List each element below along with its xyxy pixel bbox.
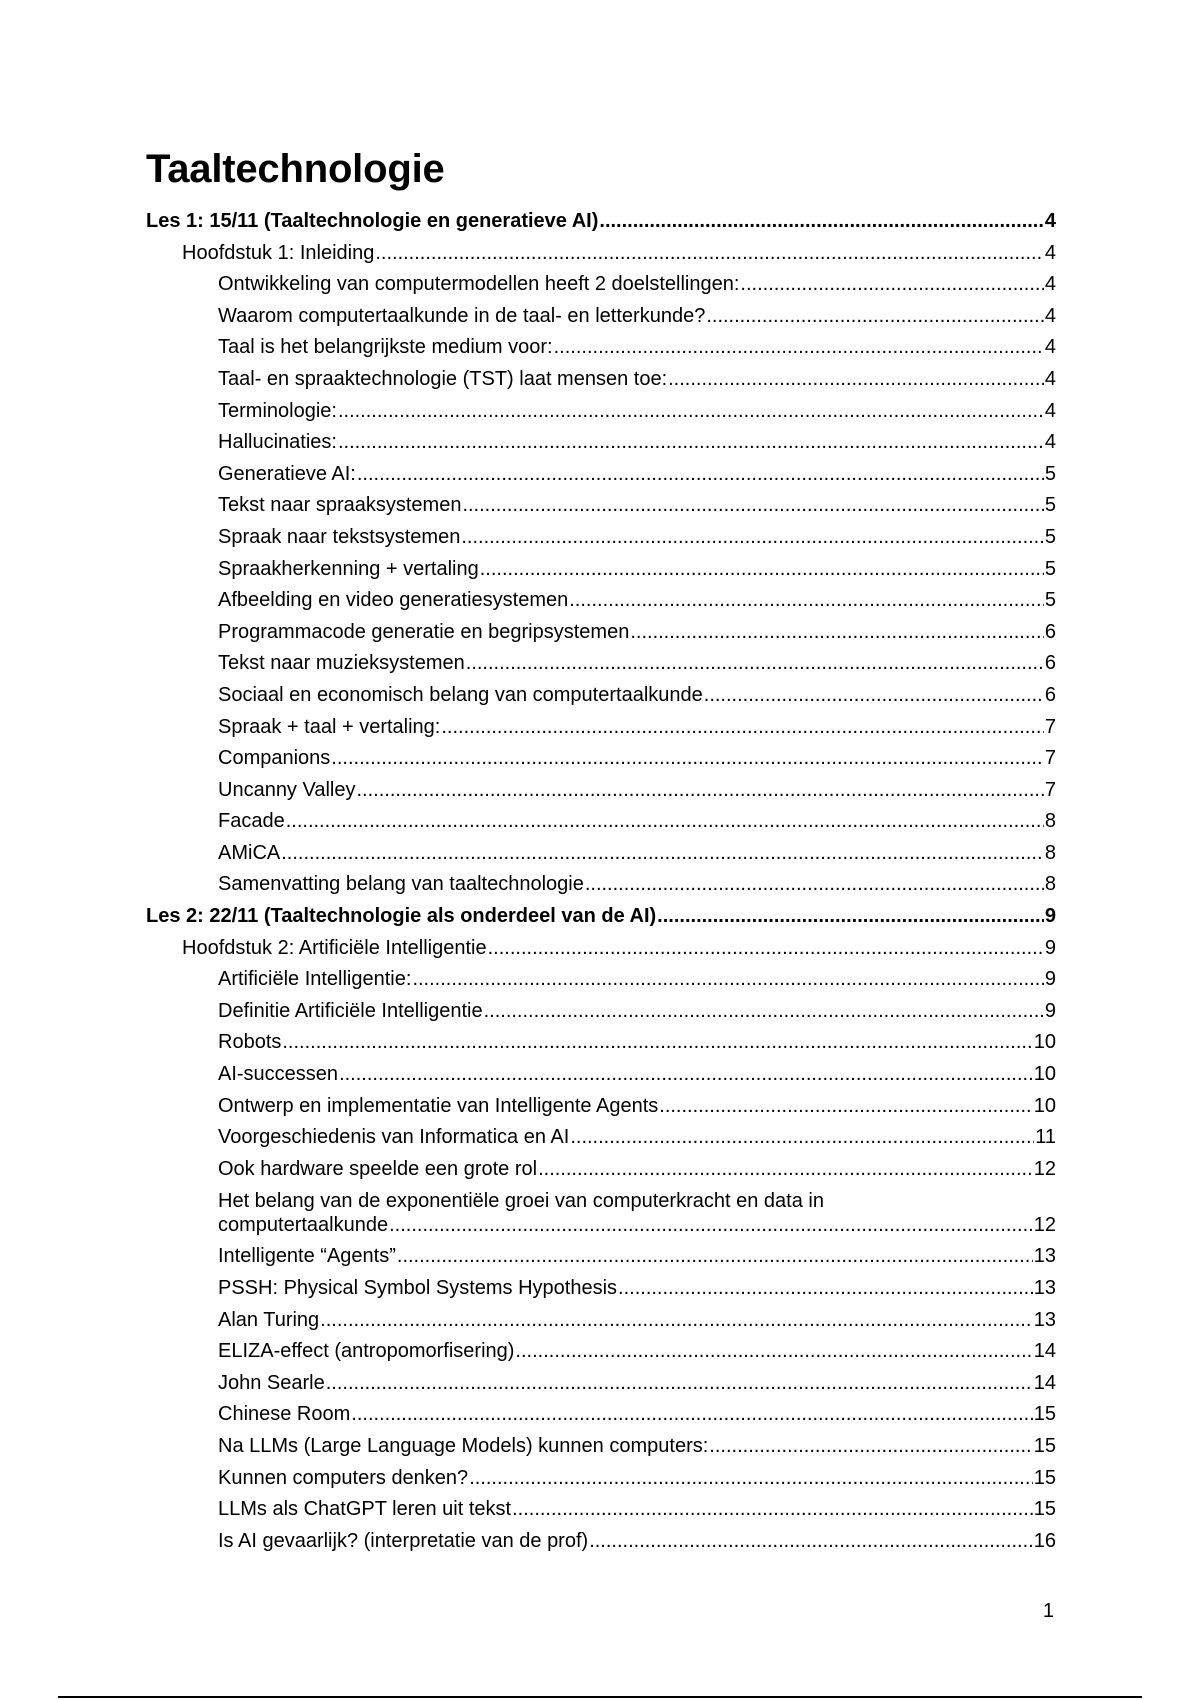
toc-entry[interactable]	[146, 554, 1056, 586]
table-of-contents	[146, 206, 1056, 1557]
toc-entry-page: 4	[1044, 336, 1056, 359]
toc-entry[interactable]	[146, 1463, 1056, 1495]
toc-entry-title: Generatieve AI:	[218, 462, 356, 485]
toc-entry-page: 15	[1033, 1466, 1056, 1489]
toc-entry[interactable]	[146, 712, 1056, 744]
toc-leader-dots	[466, 648, 1044, 680]
toc-leader-dots	[704, 680, 1044, 712]
toc-leader-dots	[338, 427, 1044, 459]
toc-entry-page: 7	[1044, 715, 1056, 738]
toc-entry[interactable]	[146, 332, 1056, 364]
toc-entry-page: 4	[1044, 273, 1056, 296]
toc-entry[interactable]	[146, 238, 1056, 270]
toc-entry-title-continued: computertaalkunde	[218, 1214, 389, 1237]
toc-entry[interactable]	[146, 1154, 1056, 1186]
toc-entry-title: Terminologie:	[218, 399, 337, 422]
toc-entry-title: Companions	[218, 747, 331, 770]
toc-entry[interactable]	[146, 1431, 1056, 1463]
toc-entry-page: 5	[1044, 525, 1056, 548]
toc-entry-page: 7	[1044, 747, 1056, 770]
toc-entry-page: 9	[1044, 905, 1056, 928]
toc-entry[interactable]	[146, 1122, 1056, 1154]
toc-entry-title: Spraakherkenning + vertaling	[218, 557, 479, 580]
toc-entry-page: 4	[1044, 241, 1056, 264]
toc-leader-dots	[397, 1241, 1033, 1273]
toc-entry-page: 4	[1044, 367, 1056, 390]
toc-entry-page: 15	[1033, 1498, 1056, 1521]
toc-entry-title: Spraak naar tekstsystemen	[218, 525, 461, 548]
toc-entry[interactable]	[146, 206, 1056, 238]
toc-leader-dots	[585, 869, 1044, 901]
toc-entry[interactable]	[146, 1273, 1056, 1305]
toc-entry-page: 4	[1044, 431, 1056, 454]
toc-entry[interactable]	[146, 901, 1056, 933]
toc-entry-title: Les 2: 22/11 (Taaltechnologie als onderdeel van de AI)	[146, 905, 657, 928]
toc-entry-title: Het belang van de exponentiële groei van computerkracht en data in	[218, 1190, 824, 1213]
toc-leader-dots	[461, 522, 1044, 554]
toc-entry-title: Na LLMs (Large Language Models) kunnen computers:	[218, 1434, 709, 1457]
toc-entry-page: 10	[1033, 1094, 1056, 1117]
toc-leader-dots	[286, 806, 1044, 838]
toc-leader-dots	[515, 1336, 1032, 1368]
toc-entry[interactable]	[146, 1494, 1056, 1526]
toc-entry[interactable]	[146, 364, 1056, 396]
toc-entry-title: Taal- en spraaktechnologie (TST) laat mensen toe:	[218, 367, 668, 390]
toc-entry-page: 10	[1033, 1031, 1056, 1054]
toc-leader-dots	[338, 396, 1044, 428]
toc-leader-dots	[351, 1399, 1032, 1431]
toc-entry-page: 8	[1044, 841, 1056, 864]
toc-entry-title: Sociaal en economisch belang van computertaalkunde	[218, 683, 703, 706]
toc-leader-dots	[326, 1368, 1033, 1400]
toc-entry[interactable]	[146, 427, 1056, 459]
toc-entry[interactable]	[146, 806, 1056, 838]
toc-entry-title: Voorgeschiedenis van Informatica en AI	[218, 1126, 570, 1149]
toc-entry-page: 16	[1033, 1529, 1056, 1552]
toc-entry-page: 15	[1033, 1434, 1056, 1457]
toc-leader-dots	[668, 364, 1044, 396]
toc-entry[interactable]	[146, 1399, 1056, 1431]
toc-leader-dots	[339, 1059, 1033, 1091]
toc-leader-dots	[659, 1091, 1032, 1123]
toc-entry-page: 11	[1035, 1126, 1056, 1149]
toc-entry[interactable]	[146, 996, 1056, 1028]
toc-entry-title: Alan Turing	[218, 1308, 320, 1331]
toc-leader-dots	[538, 1154, 1033, 1186]
toc-entry-title: PSSH: Physical Symbol Systems Hypothesis	[218, 1277, 618, 1299]
toc-entry-page: 9	[1044, 999, 1056, 1022]
toc-entry-page: 4	[1044, 399, 1056, 422]
toc-entry-title: LLMs als ChatGPT leren uit tekst	[218, 1498, 512, 1521]
toc-entry[interactable]	[146, 933, 1056, 965]
toc-leader-dots	[569, 585, 1044, 617]
toc-leader-dots	[618, 1273, 1033, 1305]
toc-entry[interactable]	[146, 1368, 1056, 1400]
toc-leader-dots	[512, 1494, 1033, 1526]
toc-entry[interactable]	[146, 522, 1056, 554]
toc-entry-page: 6	[1044, 683, 1056, 706]
toc-entry-title: Hoofdstuk 2: Artificiële Intelligentie	[182, 936, 487, 959]
toc-leader-dots	[480, 554, 1044, 586]
toc-entry-title: ELIZA-effect (antropomorfisering)	[218, 1340, 515, 1363]
toc-entry-page: 9	[1044, 968, 1056, 991]
toc-entry-page: 8	[1044, 810, 1056, 833]
toc-entry-title: John Searle	[218, 1371, 325, 1394]
toc-entry-page: 14	[1033, 1371, 1056, 1394]
toc-entry[interactable]	[146, 490, 1056, 522]
toc-entry-title: AMiCA	[218, 841, 281, 864]
toc-entry-page: 12	[1033, 1214, 1056, 1237]
toc-entry[interactable]	[146, 585, 1056, 617]
toc-entry-title: Facade	[218, 810, 285, 833]
toc-leader-dots	[331, 743, 1044, 775]
toc-entry[interactable]	[146, 1305, 1056, 1337]
document-title: Taaltechnologie	[146, 147, 445, 191]
toc-entry-title: Hoofdstuk 1: Inleiding	[182, 241, 375, 264]
toc-entry[interactable]	[146, 964, 1056, 996]
toc-entry[interactable]	[146, 1059, 1056, 1091]
toc-leader-dots	[599, 206, 1043, 238]
toc-leader-dots	[740, 269, 1043, 301]
page-number: 1	[1042, 1600, 1054, 1622]
toc-entry[interactable]	[146, 301, 1056, 333]
toc-leader-dots	[570, 1122, 1034, 1154]
toc-entry-page: 6	[1044, 652, 1056, 675]
toc-leader-dots	[356, 775, 1043, 807]
toc-leader-dots	[488, 933, 1044, 965]
toc-entry[interactable]	[146, 459, 1056, 491]
toc-entry[interactable]	[146, 743, 1056, 775]
toc-entry-page: 13	[1033, 1277, 1056, 1299]
toc-entry-page: 10	[1033, 1063, 1056, 1086]
toc-entry[interactable]	[146, 1526, 1056, 1558]
toc-entry-title: Tekst naar spraaksystemen	[218, 494, 462, 517]
toc-entry-title: Taal is het belangrijkste medium voor:	[218, 336, 553, 359]
toc-entry-page: 13	[1033, 1308, 1056, 1331]
toc-entry-title: Spraak + taal + vertaling:	[218, 715, 441, 738]
toc-leader-dots	[412, 964, 1043, 996]
toc-entry-page: 4	[1044, 304, 1056, 327]
toc-entry-title: Uncanny Valley	[218, 778, 356, 801]
toc-entry[interactable]	[146, 396, 1056, 428]
toc-entry-title: Chinese Room	[218, 1403, 351, 1426]
toc-entry-title: Les 1: 15/11 (Taaltechnologie en generatieve AI)	[146, 210, 599, 232]
toc-entry-page: 5	[1044, 589, 1056, 612]
toc-entry[interactable]	[146, 1091, 1056, 1123]
toc-entry[interactable]	[146, 680, 1056, 712]
toc-entry[interactable]	[146, 648, 1056, 680]
toc-entry[interactable]	[146, 838, 1056, 870]
toc-leader-dots	[630, 617, 1044, 649]
toc-entry-page: 5	[1044, 557, 1056, 580]
toc-entry-title: Samenvatting belang van taaltechnologie	[218, 873, 584, 896]
toc-entry[interactable]	[146, 617, 1056, 649]
toc-entry-page: 9	[1044, 936, 1056, 959]
toc-entry-page: 13	[1033, 1245, 1056, 1268]
toc-entry-page: 6	[1044, 620, 1056, 643]
toc-leader-dots	[441, 712, 1044, 744]
toc-entry-title: Waarom computertaalkunde in de taal- en letterkunde?	[218, 304, 706, 327]
toc-entry-title: Ontwikkeling van computermodellen heeft 2 doelstellingen:	[218, 273, 740, 296]
toc-entry[interactable]	[146, 1241, 1056, 1273]
toc-entry[interactable]	[146, 869, 1056, 901]
toc-entry-title: Programmacode generatie en begripsystemen	[218, 620, 630, 643]
toc-entry-page: 14	[1033, 1340, 1056, 1363]
toc-entry[interactable]	[146, 1185, 1056, 1241]
toc-leader-dots	[709, 1431, 1032, 1463]
toc-entry-page: 5	[1044, 494, 1056, 517]
page-bottom-rule	[58, 1696, 1142, 1698]
toc-entry-title: Artificiële Intelligentie:	[218, 968, 412, 991]
toc-entry-page: 8	[1044, 873, 1056, 896]
toc-leader-dots	[282, 1027, 1032, 1059]
toc-leader-dots	[375, 238, 1044, 270]
toc-entry-page: 4	[1044, 210, 1056, 232]
toc-leader-dots	[462, 490, 1043, 522]
toc-leader-dots	[357, 459, 1044, 491]
toc-entry-title: Intelligente “Agents”	[218, 1245, 396, 1268]
toc-entry[interactable]	[146, 1336, 1056, 1368]
toc-leader-dots	[469, 1463, 1033, 1495]
toc-leader-dots	[706, 301, 1044, 333]
toc-leader-dots	[554, 332, 1044, 364]
toc-entry[interactable]	[146, 775, 1056, 807]
toc-entry-title: Is AI gevaarlijk? (interpretatie van de prof)	[218, 1529, 589, 1552]
toc-entry-title: Hallucinaties:	[218, 431, 337, 454]
toc-entry-page: 5	[1044, 462, 1056, 485]
toc-entry-title: Kunnen computers denken?	[218, 1466, 469, 1489]
toc-entry-title: Robots	[218, 1031, 282, 1054]
toc-leader-dots	[281, 838, 1044, 870]
toc-entry-title: Ontwerp en implementatie van Intelligente Agents	[218, 1094, 659, 1117]
toc-entry[interactable]	[146, 1027, 1056, 1059]
toc-entry-title: Ook hardware speelde een grote rol	[218, 1157, 538, 1180]
toc-entry-title: AI-successen	[218, 1063, 339, 1086]
toc-entry[interactable]	[146, 269, 1056, 301]
toc-entry-title: Definitie Artificiële Intelligentie	[218, 999, 483, 1022]
toc-entry-page: 15	[1033, 1403, 1056, 1426]
toc-leader-dots	[484, 996, 1044, 1028]
toc-leader-dots	[589, 1526, 1033, 1558]
toc-leader-dots	[657, 901, 1044, 933]
toc-entry-page: 7	[1044, 778, 1056, 801]
toc-leader-dots	[320, 1305, 1033, 1337]
toc-leader-dots	[389, 1213, 1033, 1237]
toc-entry-title: Tekst naar muzieksystemen	[218, 652, 465, 675]
toc-entry-page: 12	[1033, 1157, 1056, 1180]
toc-entry-title: Afbeelding en video generatiesystemen	[218, 589, 569, 612]
